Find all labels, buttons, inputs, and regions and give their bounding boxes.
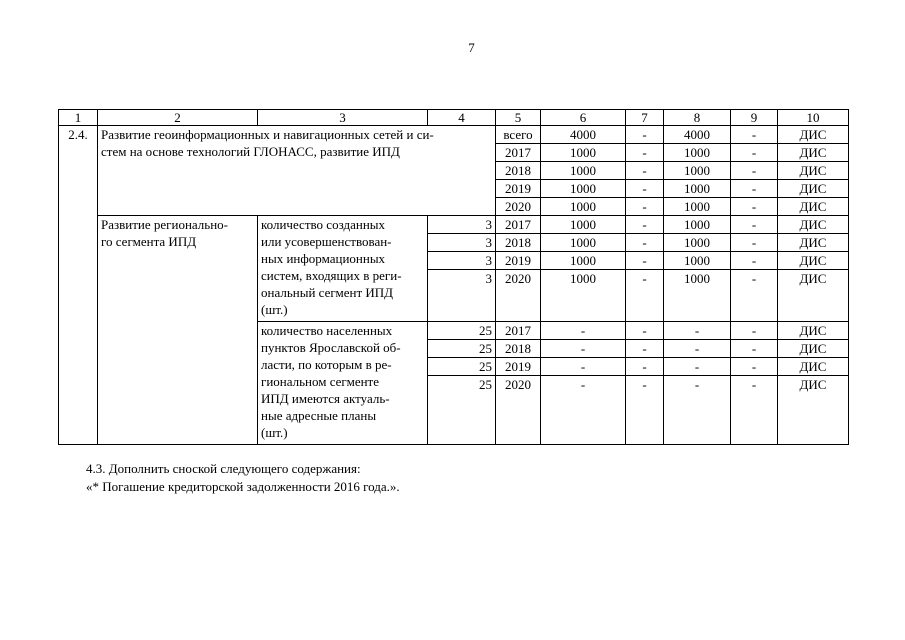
value-cell: 1000 xyxy=(541,162,626,180)
value-cell: 3 xyxy=(428,270,496,322)
value-cell: 2020 xyxy=(496,198,541,216)
value-cell: - xyxy=(626,358,664,376)
value-cell: - xyxy=(731,216,778,234)
value-cell: 1000 xyxy=(541,180,626,198)
value-cell: - xyxy=(626,180,664,198)
page-number: 7 xyxy=(468,40,475,55)
indicator-name xyxy=(258,322,428,445)
value-cell: ДИС xyxy=(778,180,849,198)
value-cell: 2017 xyxy=(496,216,541,234)
value-cell: - xyxy=(541,322,626,340)
indicator-name xyxy=(258,216,428,322)
value-cell: - xyxy=(626,376,664,445)
header-cell: 9 xyxy=(731,110,778,126)
cell-line: Развитие регионально- xyxy=(101,217,228,232)
cell-line: (шт.) xyxy=(261,302,288,317)
value-cell: ДИС xyxy=(778,162,849,180)
cell-line: (шт.) xyxy=(261,425,288,440)
value-cell: 4000 xyxy=(664,126,731,144)
section-title xyxy=(98,126,496,216)
value-cell: - xyxy=(731,270,778,322)
value-cell: - xyxy=(731,198,778,216)
value-cell: 1000 xyxy=(664,162,731,180)
value-cell: - xyxy=(664,340,731,358)
header-row xyxy=(59,110,849,126)
value-cell: 2019 xyxy=(496,180,541,198)
cell-line: пунктов Ярославской об- xyxy=(261,340,401,355)
value-cell: 4000 xyxy=(541,126,626,144)
value-cell: - xyxy=(664,322,731,340)
value-cell: 1000 xyxy=(541,252,626,270)
empty-cell xyxy=(59,216,98,445)
value-cell: - xyxy=(626,234,664,252)
footnote xyxy=(86,460,400,496)
value-cell: 3 xyxy=(428,216,496,234)
value-cell: - xyxy=(731,358,778,376)
value-cell: - xyxy=(626,322,664,340)
value-cell: - xyxy=(626,216,664,234)
value-cell: 2020 xyxy=(496,376,541,445)
value-cell: 1000 xyxy=(541,198,626,216)
value-cell: 1000 xyxy=(664,180,731,198)
header-cell: 1 xyxy=(59,110,98,126)
table-row xyxy=(59,126,849,144)
footnote-line-2: «* Погашение кредиторской задолженности 2016 года.». xyxy=(86,479,400,494)
header-cell: 3 xyxy=(258,110,428,126)
value-cell: 1000 xyxy=(664,252,731,270)
cell-line: ных информационных xyxy=(261,251,386,266)
value-cell: - xyxy=(664,358,731,376)
value-cell: - xyxy=(541,358,626,376)
header-cell: 5 xyxy=(496,110,541,126)
value-cell: 1000 xyxy=(541,270,626,322)
value-cell: ДИС xyxy=(778,198,849,216)
value-cell: - xyxy=(731,234,778,252)
header-cell: 8 xyxy=(664,110,731,126)
header-cell: 4 xyxy=(428,110,496,126)
value-cell: - xyxy=(731,180,778,198)
value-cell: 1000 xyxy=(541,234,626,252)
cell-line: систем, входящих в реги- xyxy=(261,268,402,283)
value-cell: 2018 xyxy=(496,340,541,358)
value-cell: - xyxy=(731,144,778,162)
value-cell: ДИС xyxy=(778,234,849,252)
value-cell: ДИС xyxy=(778,340,849,358)
value-cell: ДИС xyxy=(778,252,849,270)
value-cell: 2020 xyxy=(496,270,541,322)
value-cell: ДИС xyxy=(778,144,849,162)
value-cell: - xyxy=(626,270,664,322)
cell-line: или усовершенствован- xyxy=(261,234,392,249)
cell-line: го сегмента ИПД xyxy=(101,234,197,249)
cell-line: Развитие геоинформационных и навигационных сетей и си- xyxy=(101,127,434,142)
value-cell: 2018 xyxy=(496,234,541,252)
subsection-name xyxy=(98,216,258,445)
empty-cell xyxy=(59,144,98,162)
value-cell: - xyxy=(541,376,626,445)
value-cell: всего xyxy=(496,126,541,144)
value-cell: - xyxy=(626,340,664,358)
value-cell: - xyxy=(626,126,664,144)
value-cell: 1000 xyxy=(664,216,731,234)
cell-line: ные адресные планы xyxy=(261,408,377,423)
value-cell: - xyxy=(664,376,731,445)
value-cell: - xyxy=(731,322,778,340)
value-cell: 3 xyxy=(428,234,496,252)
value-cell: - xyxy=(626,144,664,162)
value-cell: 2018 xyxy=(496,162,541,180)
cell-line: гиональном сегменте xyxy=(261,374,379,389)
value-cell: ДИС xyxy=(778,126,849,144)
value-cell: - xyxy=(731,252,778,270)
value-cell: 1000 xyxy=(664,144,731,162)
value-cell: 1000 xyxy=(664,198,731,216)
value-cell: 25 xyxy=(428,340,496,358)
value-cell: 1000 xyxy=(541,216,626,234)
value-cell: - xyxy=(541,340,626,358)
value-cell: - xyxy=(731,126,778,144)
value-cell: 2017 xyxy=(496,144,541,162)
value-cell: ДИС xyxy=(778,376,849,445)
value-cell: - xyxy=(626,162,664,180)
section-number: 2.4. xyxy=(59,126,98,144)
value-cell: - xyxy=(731,162,778,180)
table-row xyxy=(59,216,849,234)
program-table xyxy=(58,109,849,445)
value-cell: - xyxy=(626,198,664,216)
header-cell: 7 xyxy=(626,110,664,126)
value-cell: 25 xyxy=(428,358,496,376)
value-cell: ДИС xyxy=(778,322,849,340)
cell-line: стем на основе технологий ГЛОНАСС, развитие ИПД xyxy=(101,144,400,159)
cell-line: количество созданных xyxy=(261,217,386,232)
empty-cell xyxy=(59,180,98,198)
header-cell: 2 xyxy=(98,110,258,126)
value-cell: - xyxy=(731,340,778,358)
value-cell: 25 xyxy=(428,322,496,340)
value-cell: 25 xyxy=(428,376,496,445)
value-cell: - xyxy=(626,252,664,270)
value-cell: 2019 xyxy=(496,252,541,270)
cell-line: ИПД имеются актуаль- xyxy=(261,391,390,406)
value-cell: 3 xyxy=(428,252,496,270)
value-cell: 2019 xyxy=(496,358,541,376)
value-cell: 1000 xyxy=(664,270,731,322)
value-cell: ДИС xyxy=(778,270,849,322)
value-cell: ДИС xyxy=(778,216,849,234)
value-cell: ДИС xyxy=(778,358,849,376)
value-cell: 1000 xyxy=(664,234,731,252)
value-cell: 1000 xyxy=(541,144,626,162)
footnote-line-1: 4.3. Дополнить сноской следующего содержания: xyxy=(86,461,361,476)
value-cell: - xyxy=(731,376,778,445)
cell-line: ласти, по которым в ре- xyxy=(261,357,392,372)
empty-cell xyxy=(59,162,98,180)
empty-cell xyxy=(59,198,98,216)
header-cell: 10 xyxy=(778,110,849,126)
cell-line: ональный сегмент ИПД xyxy=(261,285,394,300)
value-cell: 2017 xyxy=(496,322,541,340)
cell-line: количество населенных xyxy=(261,323,393,338)
header-cell: 6 xyxy=(541,110,626,126)
